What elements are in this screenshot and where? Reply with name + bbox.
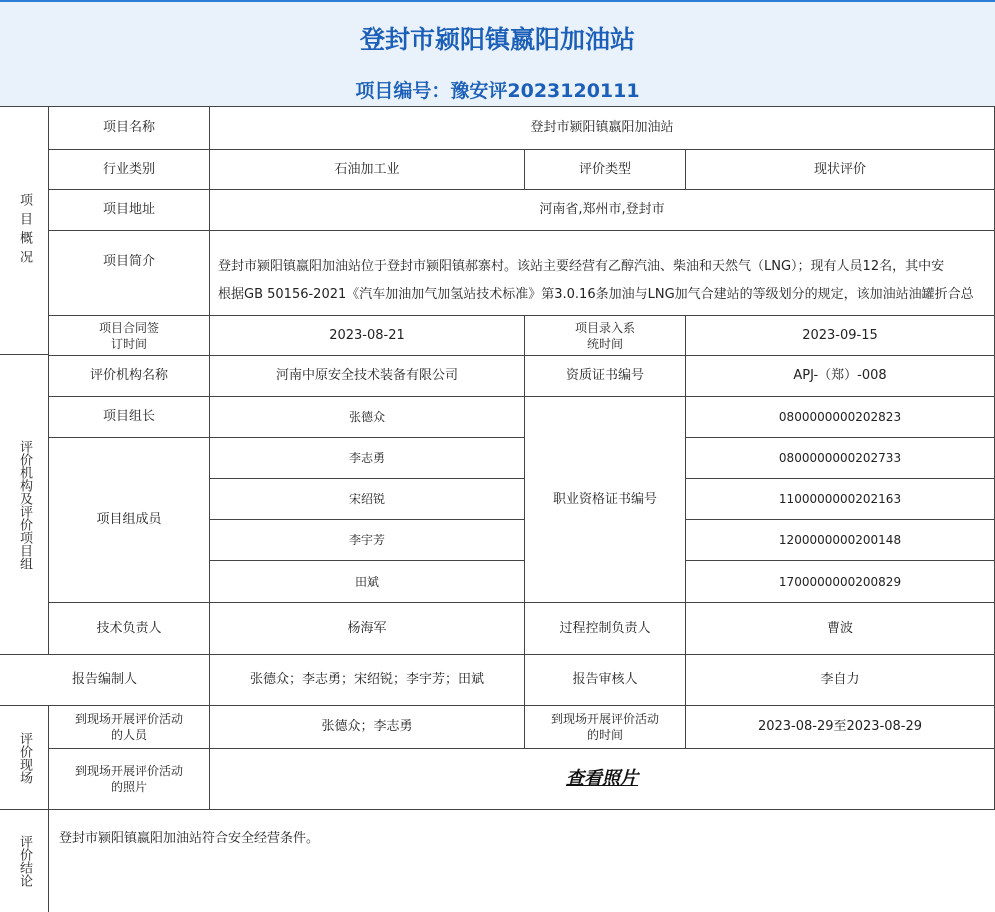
site-time-label: 到现场开展评价活动的时间	[525, 706, 686, 749]
site-people-value: 张德众；李志勇	[210, 706, 525, 749]
intro-value	[210, 231, 995, 316]
member-name: 李宇芳	[210, 520, 525, 561]
address-label: 项目地址	[49, 190, 210, 231]
report-author-label: 报告编制人	[0, 655, 210, 706]
qualification-number: 0800000000202823	[686, 397, 995, 438]
section-site-text: 评价现场	[17, 731, 32, 784]
report-reviewer-value: 李自力	[686, 655, 995, 706]
section-agency-label	[0, 356, 49, 655]
members-label: 项目组成员	[49, 438, 210, 603]
tech-lead-value: 杨海军	[210, 603, 525, 655]
contract-date-label: 项目合同签订时间	[49, 316, 210, 356]
eval-type-value: 现状评价	[686, 150, 995, 190]
intro-label-text: 项目简介	[102, 254, 155, 269]
section-conclusion-text: 评价结论	[17, 835, 32, 887]
site-photos-label: 到现场开展评价活动的照片	[49, 749, 210, 810]
eval-type-label: 评价类型	[525, 150, 686, 190]
section-overview-text: 项目概况	[17, 192, 32, 269]
member-name: 田斌	[210, 561, 525, 603]
section-conclusion-label	[0, 810, 49, 912]
view-photos-link[interactable]: 查看照片	[566, 768, 638, 789]
report-authors-value: 张德众；李志勇；宋绍锐；李宇芳；田斌	[210, 655, 525, 706]
section-overview-label	[0, 107, 49, 355]
intro-line-1: 登封市颍阳镇嬴阳加油站位于登封市颍阳镇郝寨村。该站主要经营有乙醇汽油、柴油和天然气（LNG）；现有人员12名，其中安	[218, 259, 945, 274]
leader-label: 项目组长	[49, 397, 210, 438]
qualification-number: 1100000000202163	[686, 479, 995, 520]
org-value: 河南中原安全技术装备有限公司	[210, 356, 525, 397]
entry-date-label: 项目录入系统时间	[525, 316, 686, 356]
conclusion-value: 登封市颍阳镇嬴阳加油站符合安全经营条件。	[49, 810, 995, 912]
project-name-value: 登封市颍阳镇嬴阳加油站	[210, 107, 995, 150]
cert-value: APJ-（郑）-008	[686, 356, 995, 397]
leader-name: 张德众	[210, 397, 525, 438]
site-people-label: 到现场开展评价活动的人员	[49, 706, 210, 749]
project-number: 项目编号：豫安评2023120111	[355, 80, 640, 102]
section-site-label	[0, 706, 49, 810]
qualification-number: 1700000000200829	[686, 561, 995, 603]
entry-date-value: 2023-09-15	[686, 316, 995, 356]
page-title: 登封市颍阳镇嬴阳加油站	[359, 25, 635, 54]
member-name: 李志勇	[210, 438, 525, 479]
qualification-number: 1200000000200148	[686, 520, 995, 561]
industry-value: 石油加工业	[210, 150, 525, 190]
process-lead-value: 曹波	[686, 603, 995, 655]
org-label: 评价机构名称	[49, 356, 210, 397]
address-value: 河南省,郑州市,登封市	[210, 190, 995, 231]
industry-label: 行业类别	[49, 150, 210, 190]
process-lead-label: 过程控制负责人	[525, 603, 686, 655]
cert-label: 资质证书编号	[525, 356, 686, 397]
page-header	[0, 0, 995, 108]
project-name-label: 项目名称	[49, 107, 210, 150]
report-reviewer-label: 报告审核人	[525, 655, 686, 706]
qualification-label: 职业资格证书编号	[525, 397, 686, 603]
site-photos-cell	[210, 749, 995, 810]
contract-date-value: 2023-08-21	[210, 316, 525, 356]
member-name: 宋绍锐	[210, 479, 525, 520]
intro-line-2: 根据GB 50156-2021《汽车加油加气加氢站技术标准》第3.0.16条加油与LNG加气合建站的等级划分的规定，该加油站油罐折合总	[218, 287, 974, 302]
qualification-number: 0800000000202733	[686, 438, 995, 479]
intro-label	[49, 231, 210, 316]
site-time-value: 2023-08-29至2023-08-29	[686, 706, 995, 749]
tech-lead-label: 技术负责人	[49, 603, 210, 655]
section-agency-text: 评价机构及评价项目组	[17, 440, 32, 570]
